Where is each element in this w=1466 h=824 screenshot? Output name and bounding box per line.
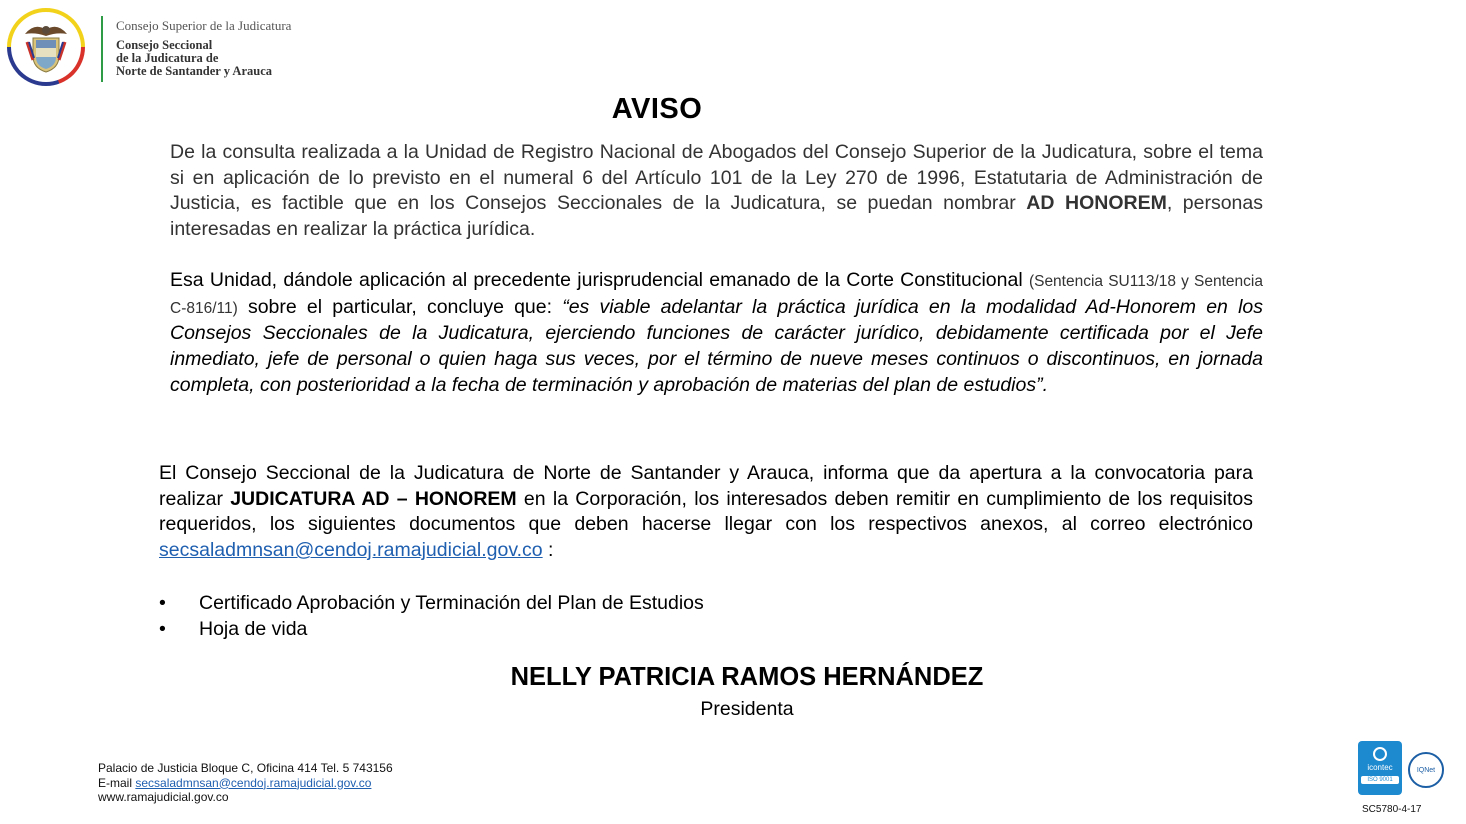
page-title: AVISO — [611, 93, 703, 125]
header-divider — [101, 16, 103, 82]
icontec-label: icontec — [1367, 763, 1393, 772]
sentence-reference: (Sentencia SU113/18 y Sentencia C-816/11) — [170, 273, 1263, 317]
iqnet-label: IQNet — [1416, 766, 1436, 774]
contact-email-link[interactable]: secsaladmnsan@cendoj.ramajudicial.gov.co — [159, 539, 543, 562]
list-item — [159, 590, 704, 616]
footer-email-link[interactable]: secsaladmnsan@cendoj.ramajudicial.gov.co — [135, 775, 372, 790]
bullet-icon: • — [159, 618, 166, 640]
bullet-icon: • — [159, 592, 166, 614]
footer-email-label: E-mail — [98, 775, 136, 790]
paragraph-announcement — [159, 461, 1253, 564]
paragraph-consultation — [170, 140, 1263, 243]
iso-label: ISO 9001 — [1361, 776, 1399, 784]
signer-role: Presidenta — [700, 698, 794, 720]
list-item-label: Hoja de vida — [199, 618, 308, 640]
paragraph-text: De la consulta realizada a la Unidad de Registro Nacional de Abogados del Consejo Superior de la Judicatura, sobre el tema si en aplicación de lo previsto en el numeral 6 del Artículo 101 de la Ley 270 de 1996, Estatutaria de Administración de Justicia, es factible que en los Consejos Seccionales de la Judicatura, se puedan nombrar — [170, 141, 1263, 215]
emphasis-ad-honorem: AD HONOREM — [1026, 192, 1167, 215]
footer-contact — [98, 761, 393, 805]
footer-address: Palacio de Justicia Bloque C, Oficina 414 Tel. 5 743156 — [98, 761, 393, 775]
signer-name: NELLY PATRICIA RAMOS HERNÁNDEZ — [510, 663, 984, 691]
list-item-label: Certificado Aprobación y Terminación del Plan de Estudios — [199, 592, 704, 614]
icontec-icon — [1373, 747, 1387, 761]
org-subdivision — [116, 39, 272, 78]
list-item — [159, 616, 704, 642]
paragraph-text: : — [542, 539, 554, 562]
org-subdivision-line: Norte de Santander y Arauca — [116, 64, 273, 78]
icontec-badge — [1358, 741, 1402, 795]
org-name: Consejo Superior de la Judicatura — [116, 18, 292, 33]
footer-website[interactable]: www.ramajudicial.gov.co — [98, 790, 229, 804]
footer-email-row — [98, 776, 393, 791]
requirements-list — [159, 590, 704, 642]
emphasis-judicatura: JUDICATURA AD – HONOREM — [230, 487, 517, 510]
paragraph-text: en la Corporación, los interesados deben remitir en cumplimiento de los requisitos requeridos, los siguientes documentos que deben hacerse llegar con los respectivos anexos, al correo electrónico — [159, 487, 1253, 536]
iqnet-badge — [1408, 752, 1444, 788]
paragraph-text: sobre el particular, concluye que: — [237, 295, 563, 318]
coat-of-arms-icon — [21, 20, 71, 76]
paragraph-text: Esa Unidad, dándole aplicación al precedente jurisprudencial emanado de la Corte Constitucional — [170, 269, 1029, 291]
paragraph-text: , personas interesadas en realizar la práctica jurídica. — [170, 192, 1263, 241]
org-subdivision-line: de la Judicatura de — [116, 51, 219, 65]
certificate-code: SC5780-4-17 — [1362, 804, 1422, 815]
paragraph-jurisprudence — [170, 268, 1263, 399]
quoted-conclusion: “es viable adelantar la práctica jurídica en la modalidad Ad-Honorem en los Consejos Seccionales de la Judicatura, ejerciendo funciones de carácter jurídico, debidamente certificada por el Jefe inmediato, jefe de personal o quien haga sus veces, por el término de nueve meses continuos o discontinuos, en jornada completa, con posterioridad a la fecha de terminación y aprobación de materias del plan de estudios”. — [170, 295, 1263, 396]
org-subdivision-line: Consejo Seccional — [116, 38, 213, 52]
coat-of-arms-logo — [7, 8, 85, 86]
paragraph-text: El Consejo Seccional de la Judicatura de Norte de Santander y Arauca, informa que da apertura a la convocatoria para realizar — [159, 462, 1253, 510]
